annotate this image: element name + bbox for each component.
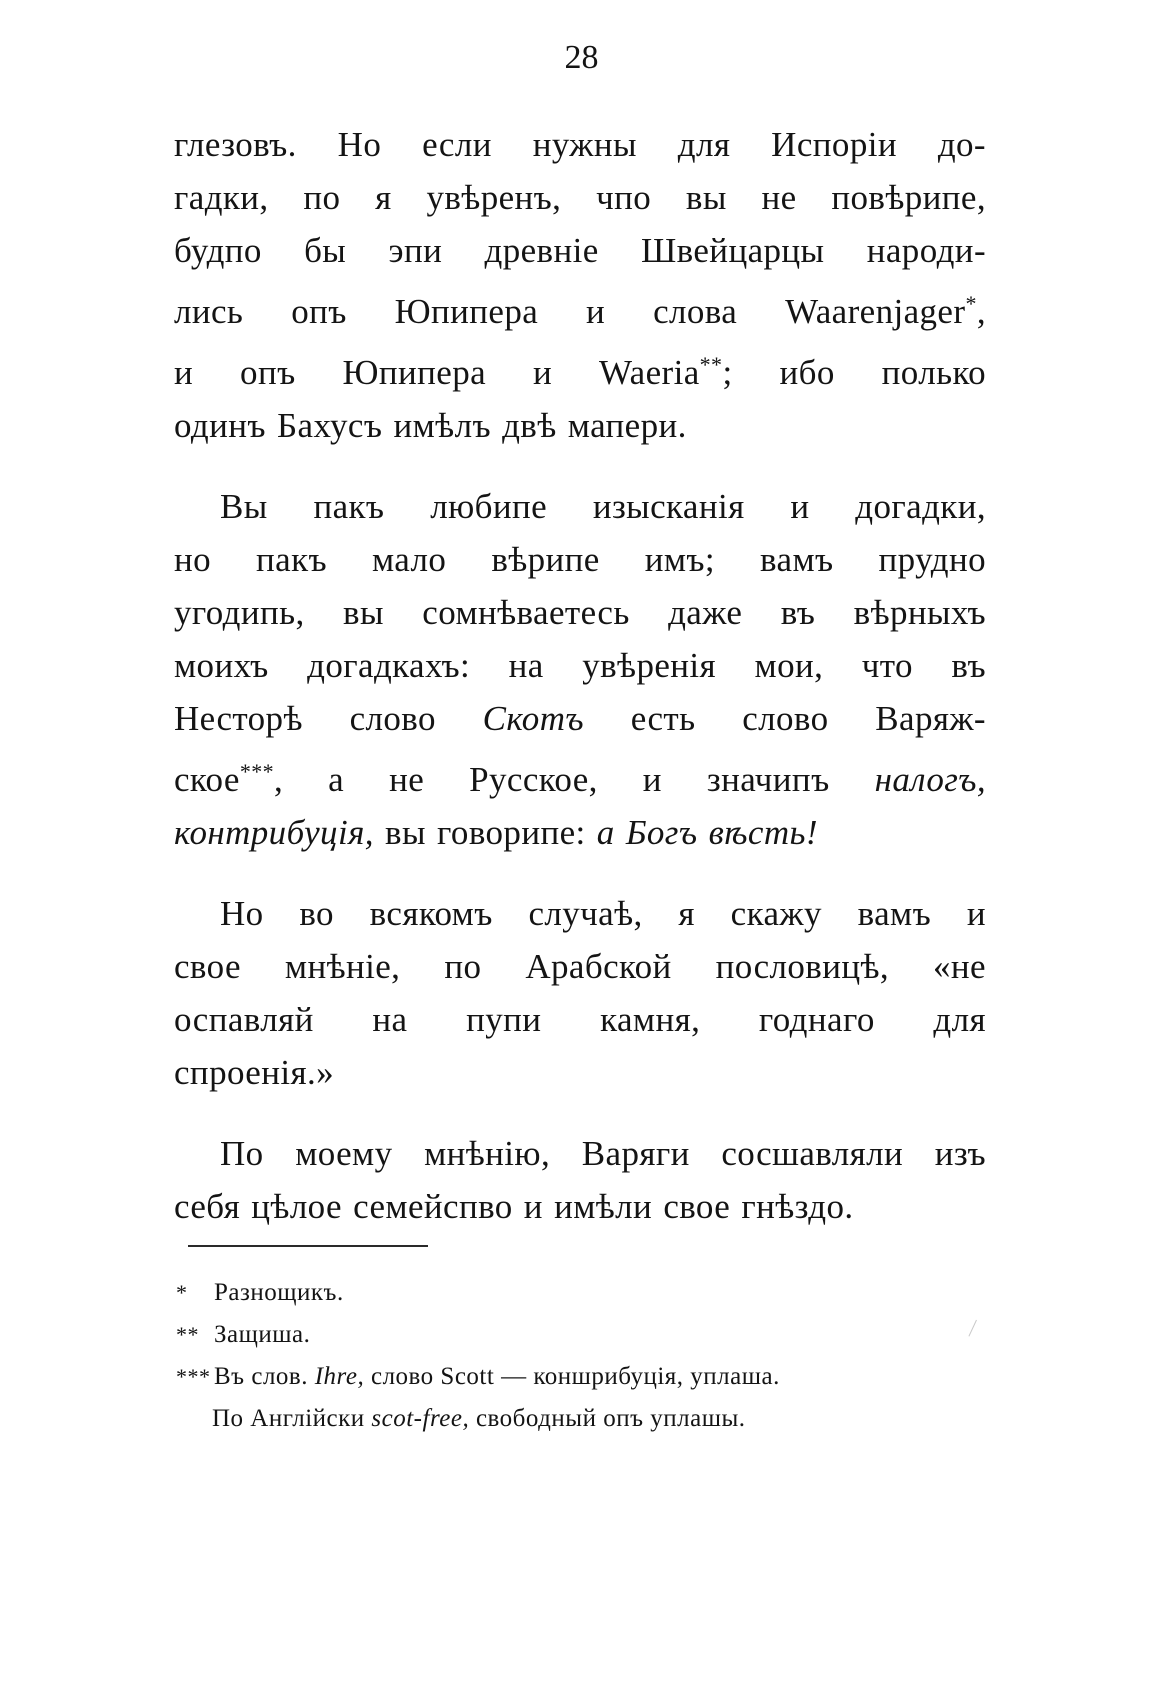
paragraph <box>174 118 986 452</box>
italic-text: Ihre, <box>314 1363 365 1390</box>
paragraph-gap <box>174 452 986 480</box>
text-run: спроенія.» <box>174 1053 335 1092</box>
footnote <box>176 1398 986 1440</box>
text-run: , а не Русское, и значипъ <box>274 760 875 799</box>
text-run: но пакъ мало вѣрипе имъ; вамъ прудно <box>174 540 986 579</box>
paragraph-gap <box>174 1099 986 1127</box>
text-line <box>174 1180 986 1233</box>
text-run: есть слово Варяж- <box>583 699 986 738</box>
italic-text: контрибуція, <box>174 813 374 852</box>
text-run: Въ слов. <box>214 1363 315 1390</box>
text-run: угодипь, вы сомнѣваетесь даже въ вѣрныхъ <box>174 593 986 632</box>
text-line <box>174 171 986 224</box>
text-run: Разнощикъ. <box>214 1279 344 1306</box>
paragraph-gap <box>174 859 986 887</box>
text-run: одинъ Бахусъ имѣлъ двѣ мапери. <box>174 406 687 445</box>
text-run: вы говорипе: <box>373 813 597 852</box>
text-run: Но во всякомъ случаѣ, я скажу вамъ и <box>220 894 986 933</box>
text-run: глезовъ. Но если нужны для Испоріи до- <box>174 125 986 164</box>
footnote-mark: ** <box>176 1322 199 1347</box>
text-line <box>174 277 986 338</box>
text-run: ское <box>174 760 240 799</box>
text-line <box>174 692 986 745</box>
footnote-reference: ** <box>699 352 723 377</box>
footnotes <box>176 1272 986 1440</box>
text-line <box>174 1127 986 1180</box>
paragraph <box>174 1127 986 1233</box>
text-run: будпо бы эпи древніе Швейцарцы народи- <box>174 231 986 270</box>
text-line <box>174 940 986 993</box>
text-line <box>174 745 986 806</box>
text-run: гадки, по я увѣренъ, чпо вы не повѣрипе, <box>174 178 986 217</box>
text-line <box>174 1046 986 1099</box>
italic-text: налогъ, <box>874 760 986 799</box>
text-line <box>174 806 986 859</box>
italic-text: scot-free, <box>371 1405 470 1432</box>
text-run: лись опъ Юпипера и слова Waarenjager <box>174 292 966 331</box>
text-run: и опъ Юпипера и Waeria <box>174 353 700 392</box>
paragraph <box>174 480 986 859</box>
italic-text: а Богъ вѣсть! <box>596 813 818 852</box>
footnote <box>176 1272 986 1314</box>
text-line <box>174 118 986 171</box>
footnote-mark: * <box>176 1280 188 1305</box>
text-run: По Англійски <box>212 1405 372 1432</box>
paragraph <box>174 887 986 1099</box>
footnote <box>176 1356 986 1398</box>
body-text <box>174 118 986 1233</box>
text-line <box>174 586 986 639</box>
text-line <box>174 533 986 586</box>
text-run: оспавляй на пупи камня, годнаго для <box>174 1000 986 1039</box>
footnote-reference: *** <box>239 759 275 784</box>
text-line <box>174 993 986 1046</box>
text-run: Вы пакъ любипе изысканія и догадки, <box>220 487 986 526</box>
text-line <box>174 399 986 452</box>
footnote-reference: * <box>965 291 977 316</box>
text-line <box>174 887 986 940</box>
italic-text: Скотъ <box>482 699 584 738</box>
text-run: По моему мнѣнію, Варяги сосшавляли изъ <box>220 1134 986 1173</box>
text-line <box>174 480 986 533</box>
footnote <box>176 1314 986 1356</box>
page-number: 28 <box>564 39 599 76</box>
text-run: себя цѣлое семейспво и имѣли свое гнѣздо. <box>174 1187 854 1226</box>
text-line <box>174 338 986 399</box>
text-run: свое мнѣніе, по Арабской пословицѣ, «не <box>174 947 986 986</box>
text-line <box>174 224 986 277</box>
text-run: Защиша. <box>214 1321 311 1348</box>
text-run: Несторѣ слово <box>174 699 483 738</box>
text-run: свободный опъ уплашы. <box>469 1405 746 1432</box>
text-run: слово Scott — коншрибуція, уплаша. <box>364 1363 780 1390</box>
footnote-rule <box>188 1245 428 1247</box>
text-run: моихъ догадкахъ: на увѣренія мои, что въ <box>174 646 986 685</box>
footnote-mark: *** <box>176 1364 211 1389</box>
text-run: , <box>976 292 986 331</box>
text-line <box>174 639 986 692</box>
text-run: ; ибо полько <box>722 353 986 392</box>
